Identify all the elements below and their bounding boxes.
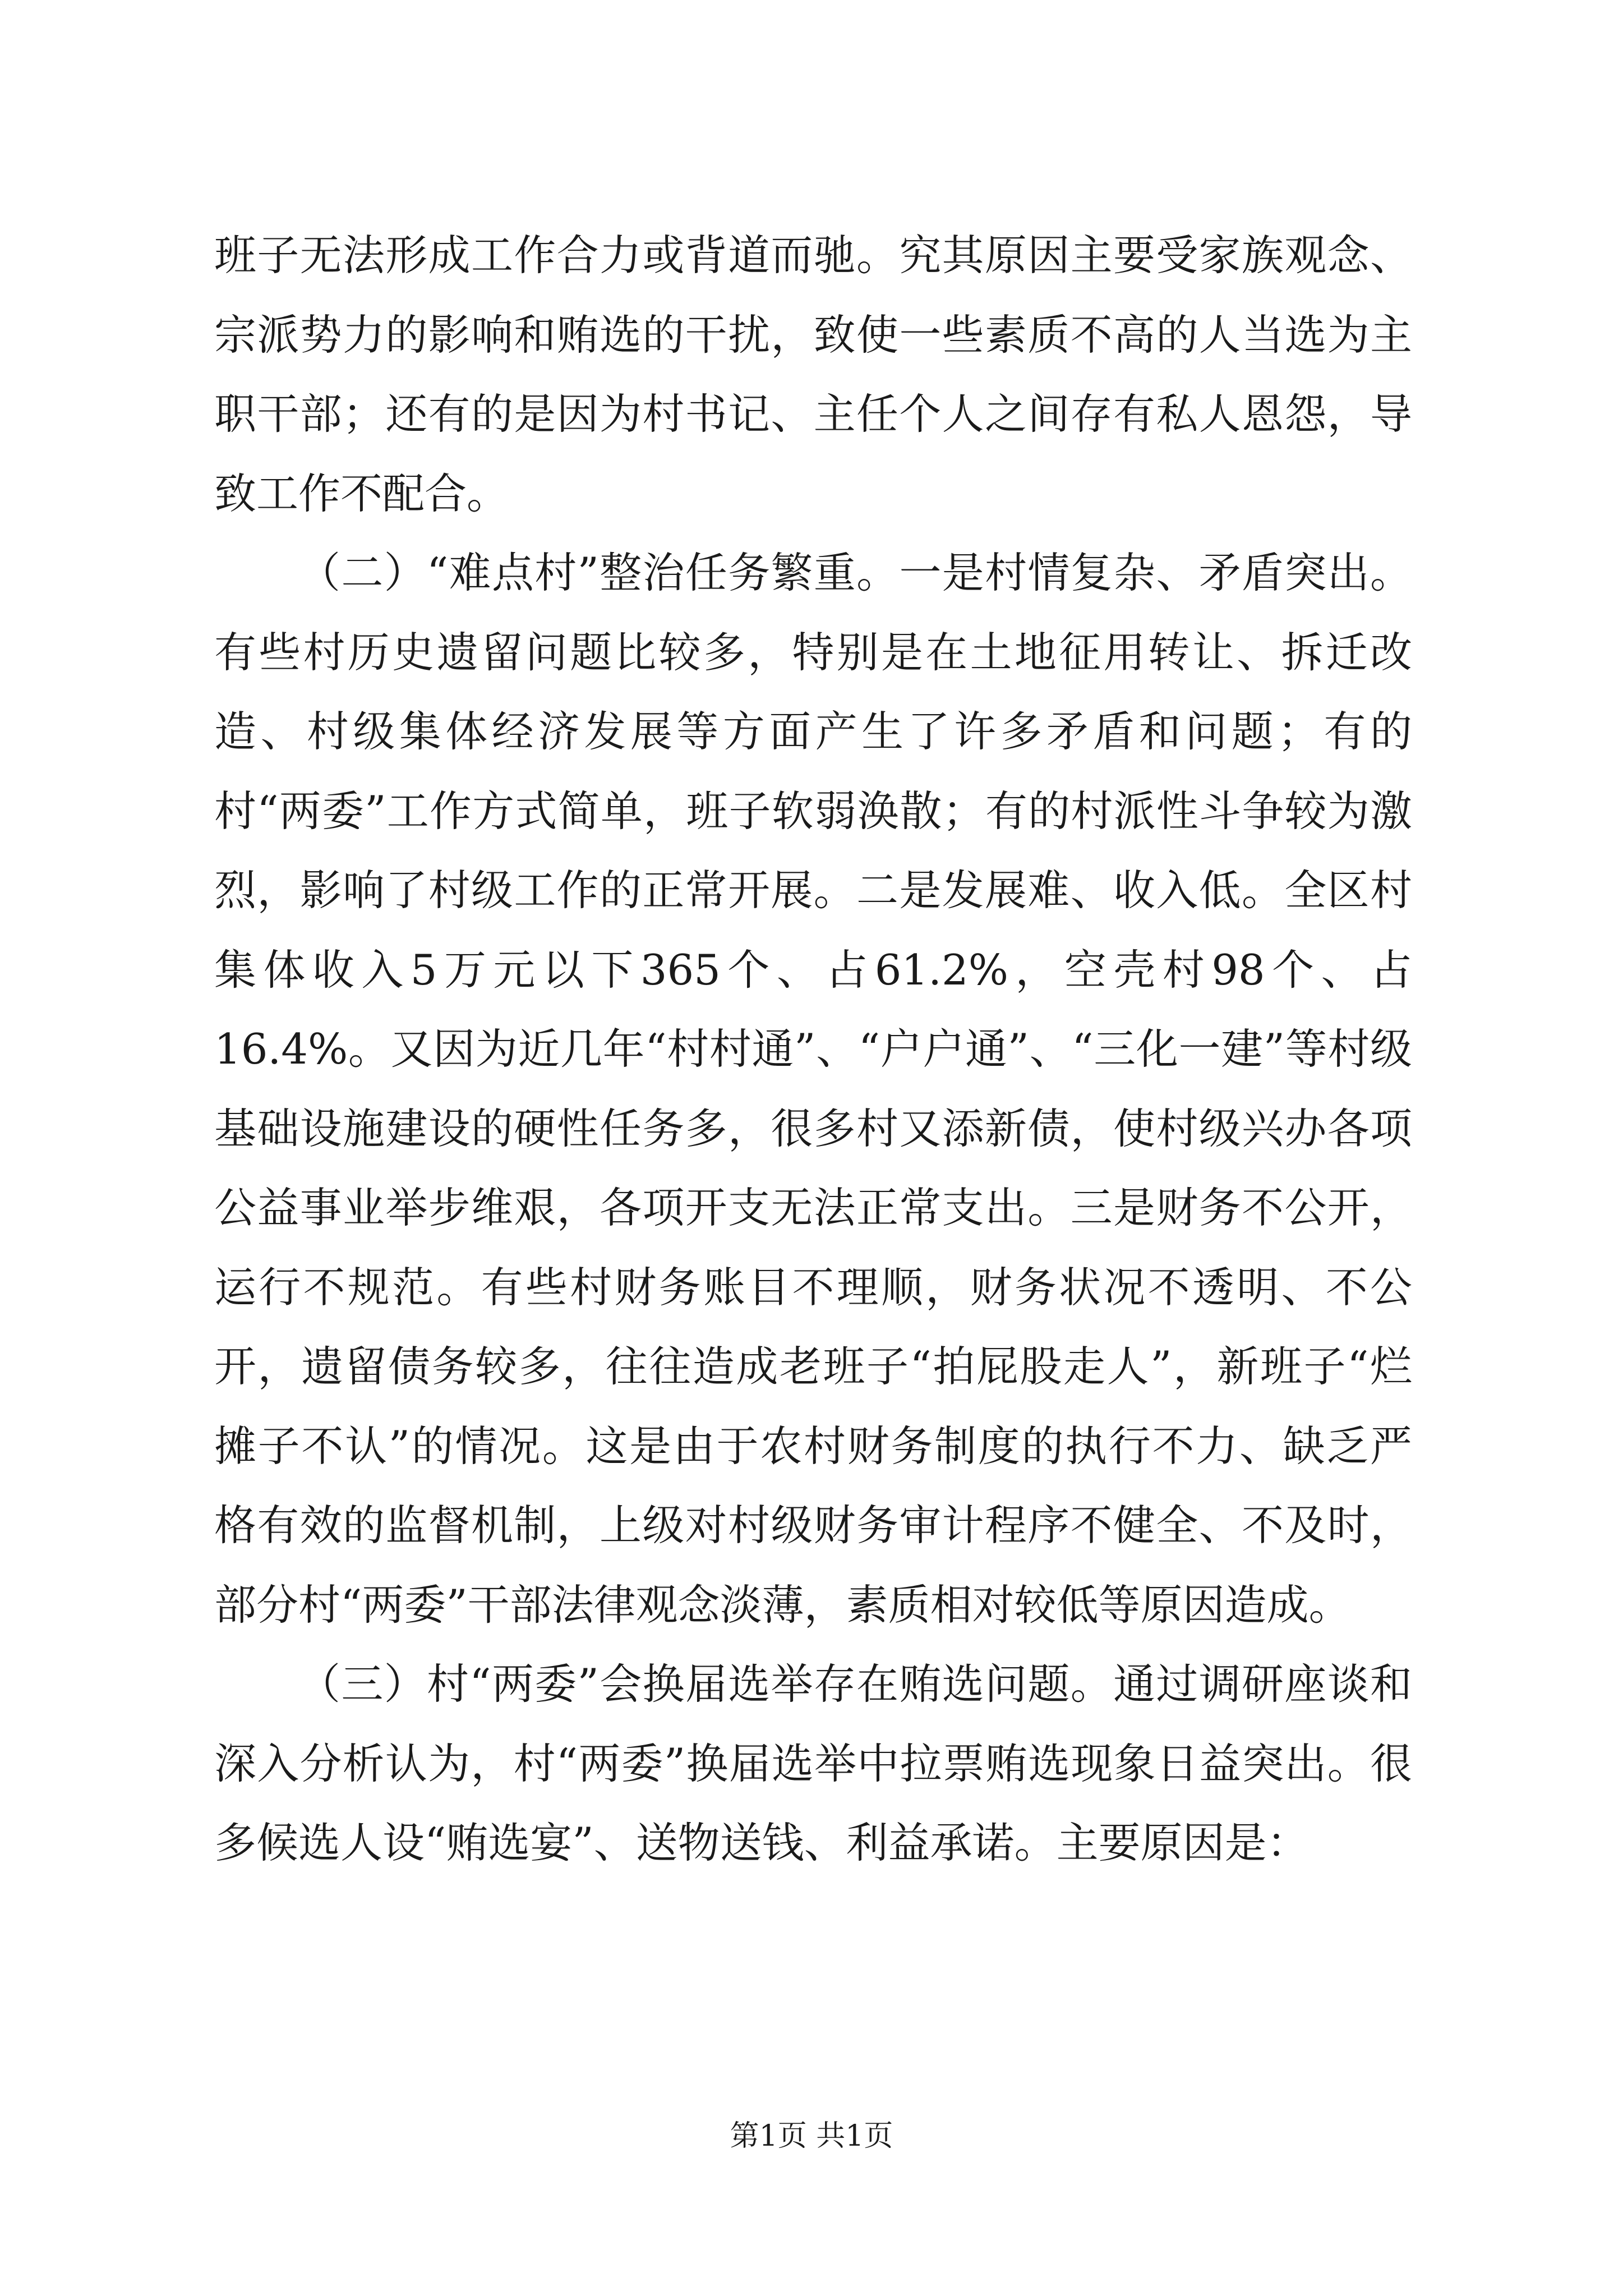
page-footer: 第1页 共1页 (730, 2119, 893, 2153)
paragraph-1: 班子无法形成工作合力或背道而驰。究其原因主要受家族观念、宗派势力的影响和贿选的干扰，致使一些素质不高的人当选为主职干部；还有的是因为村书记、主任个人之间存有私人恩怨，导致工作不配合。 (214, 231, 1412, 518)
paragraph-3: （三）村“两委”会换届选举存在贿选问题。通过调研座谈和深入分析认为，村“两委”换届选举中拉票贿选现象日益突出。很多候选人设“贿选宴”、送物送钱、利益承诺。主要原因是： (214, 1659, 1412, 1867)
paragraph-2: （二）“难点村”整治任务繁重。一是村情复杂、矛盾突出。有些村历史遗留问题比较多，特别是在土地征用转让、拆迁改造、村级集体经济发展等方面产生了许多矛盾和问题；有的村“两委”工作方式简单，班子软弱涣散；有的村派性斗争较为激烈，影响了村级工作的正常开展。二是发展难、收入低。全区村集体收入5万元以下365个、占61.2%，空壳村98个、占16.4%。又因为近几年“村村通”、“户户通”、“三化一建”等村级基础设施建设的硬性任务多，很多村又添新债，使村级兴办各项公益事业举步维艰，各项开支无法正常支出。三是财务不公开，运行不规范。有些村财务账目不理顺，财务状况不透明、不公开，遗留债务较多，往往造成老班子“拍屁股走人”，新班子“烂摊子不认”的情况。这是由于农村财务制度的执行不力、缺乏严格有效的监督机制，上级对村级财务审计程序不健全、不及时，部分村“两委”干部法律观念淡薄，素质相对较低等原因造成。 (214, 548, 1412, 1630)
document-body (214, 216, 1412, 1883)
